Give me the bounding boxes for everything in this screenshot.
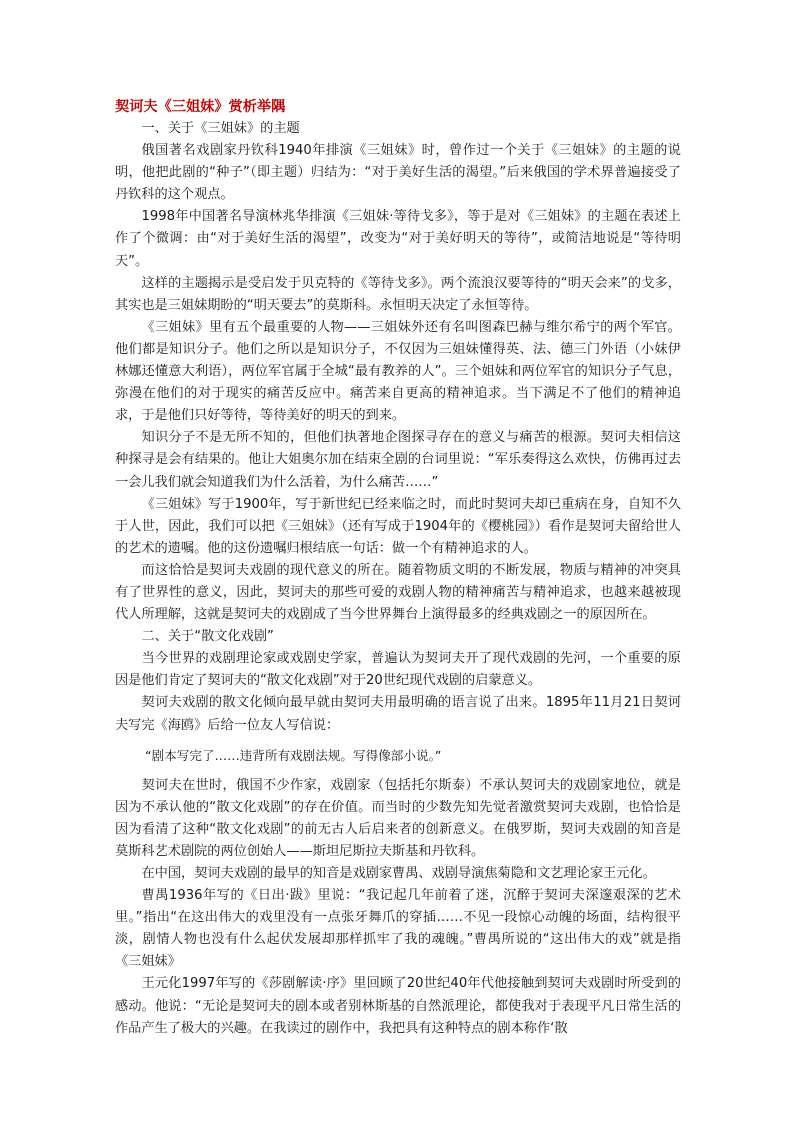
paragraph: 契诃夫在世时，俄国不少作家，戏剧家（包括托尔斯泰）不承认契诃夫的戏剧家地位，就是因为不承认他的“散文化戏剧”的存在价值。而当时的少数先知先觉者激赏契诃夫戏剧，也恰恰是因为看清了这种“散文化戏剧”的前无古人后启来者的创新意义。在俄罗斯，契诃夫戏剧的知音是莫斯科艺术剧院的两位创始人——斯坦尼斯拉夫斯基和丹钦科。 xyxy=(115,777,681,859)
document-title: 契诃夫《三姐妹》赏析举隅 xyxy=(115,99,286,115)
paragraph: 《三姐妹》写于1900年，写于新世纪已经来临之时，而此时契诃夫却已重病在身，自知不久于人世，因此，我们可以把《三姐妹》（还有写成于1904年的《樱桃园》）看作是契诃夫留给世人的艺术的遗嘱。他的这份遗嘱归根结底一句话：做一个有精神追求的人。 xyxy=(115,496,681,556)
paragraph: 当今世界的戏剧理论家或戏剧史学家，普遍认为契诃夫开了现代戏剧的先河，一个重要的原因是他们肯定了契诃夫的“散文化戏剧”对于20世纪现代戏剧的启蒙意义。 xyxy=(115,651,681,689)
paragraph: 而这恰恰是契诃夫戏剧的现代意义的所在。随着物质文明的不断发展，物质与精神的冲突具有了世界性的意义，因此，契诃夫的那些可爱的戏剧人物的精神痛苦与精神追求，也越来越被现代人所理解，这就是契诃夫的戏剧成了当今世界舞台上演得最多的经典戏剧之一的原因所在。 xyxy=(115,562,681,623)
paragraph: 知识分子不是无所不知的，但他们执著地企图探寻存在的意义与痛苦的根源。契诃夫相信这种探寻是会有结果的。他让大姐奥尔加在结束全剧的台词里说：“军乐奏得这么欢快，仿佛再过去一会儿我们就会知道我们为什么活着，为什么痛苦……” xyxy=(115,430,681,490)
paragraph: 王元化1997年写的《莎剧解读·序》里回顾了20世纪40年代他接触到契诃夫戏剧时所受到的感动。他说：“无论是契诃夫的剧本或者别林斯基的自然派理论，都使我对于表现平凡日常生活的作品产生了极大的兴趣。在我读过的剧作中，我把具有这种特点的剧本称作‘散 xyxy=(115,976,681,1036)
document-body xyxy=(115,96,681,1040)
paragraph: 契诃夫戏剧的散文化倾向最早就由契诃夫用最明确的语言说了出来。1895年11月21日契诃夫写完《海鸥》后给一位友人写信说： xyxy=(115,695,681,733)
section-heading-theme: 一、关于《三姐妹》的主题 xyxy=(141,121,300,136)
paragraph: 俄国著名戏剧家丹钦科1940年排演《三姐妹》时，曾作过一个关于《三姐妹》的主题的说明，他把此剧的“种子”（即主题）归结为：“对于美好生活的渴望。”后来俄国的学术界普遍接受了丹钦科的这个观点。 xyxy=(115,143,681,203)
paragraph: 这样的主题揭示是受启发于贝克特的《等待戈多》。两个流浪汉要等待的“明天会来”的戈多，其实也是三姐妹期盼的“明天要去”的莫斯科。永恒明天决定了永恒等待。 xyxy=(115,275,681,313)
paragraph: 在中国，契诃夫戏剧的最早的知音是戏剧家曹禺、戏剧导演焦菊隐和文艺理论家王元化。 xyxy=(141,866,656,881)
paragraph: 1998年中国著名导演林兆华排演《三姐妹·等待戈多》，等于是对《三姐妹》的主题在表述上作了个微调：由“对于美好生活的渴望”，改变为“对于美好明天的等待”，或简洁地说是“等待明天”。 xyxy=(115,209,681,269)
section-heading-prose-drama: 二、关于“散文化戏剧” xyxy=(141,629,274,645)
paragraph: 《三姐妹》里有五个最重要的人物——三姐妹外还有名叫图森巴赫与维尔希宁的两个军官。他们都是知识分子。他们之所以是知识分子，不仅因为三姐妹懂得英、法、德三门外语（小妹伊林娜还懂意大利语），两位军官属于全城“最有教养的人”。三个姐妹和两位军官的知识分子气息，弥漫在他们的对于现实的痛苦反应中。痛苦来自更高的精神追求。当下满足不了他们的精神追求，于是他们只好等待，等待美好的明天的到来。 xyxy=(115,319,681,424)
paragraph: 曹禺1936年写的《日出·跋》里说：“我记起几年前着了迷，沉醉于契诃夫深邃艰深的艺术里。”指出“在这出伟大的戏里没有一点张牙舞爪的穿插……不见一段惊心动魄的场面，结构很平淡，剧情人物也没有什么起伏发展却那样抓牢了我的魂魄。”曹禺所说的“这出伟大的戏”就是指《三姐妹》 xyxy=(115,888,681,970)
block-quote: “剧本写完了……违背所有戏剧法规。写得像部小说。” xyxy=(145,747,442,763)
